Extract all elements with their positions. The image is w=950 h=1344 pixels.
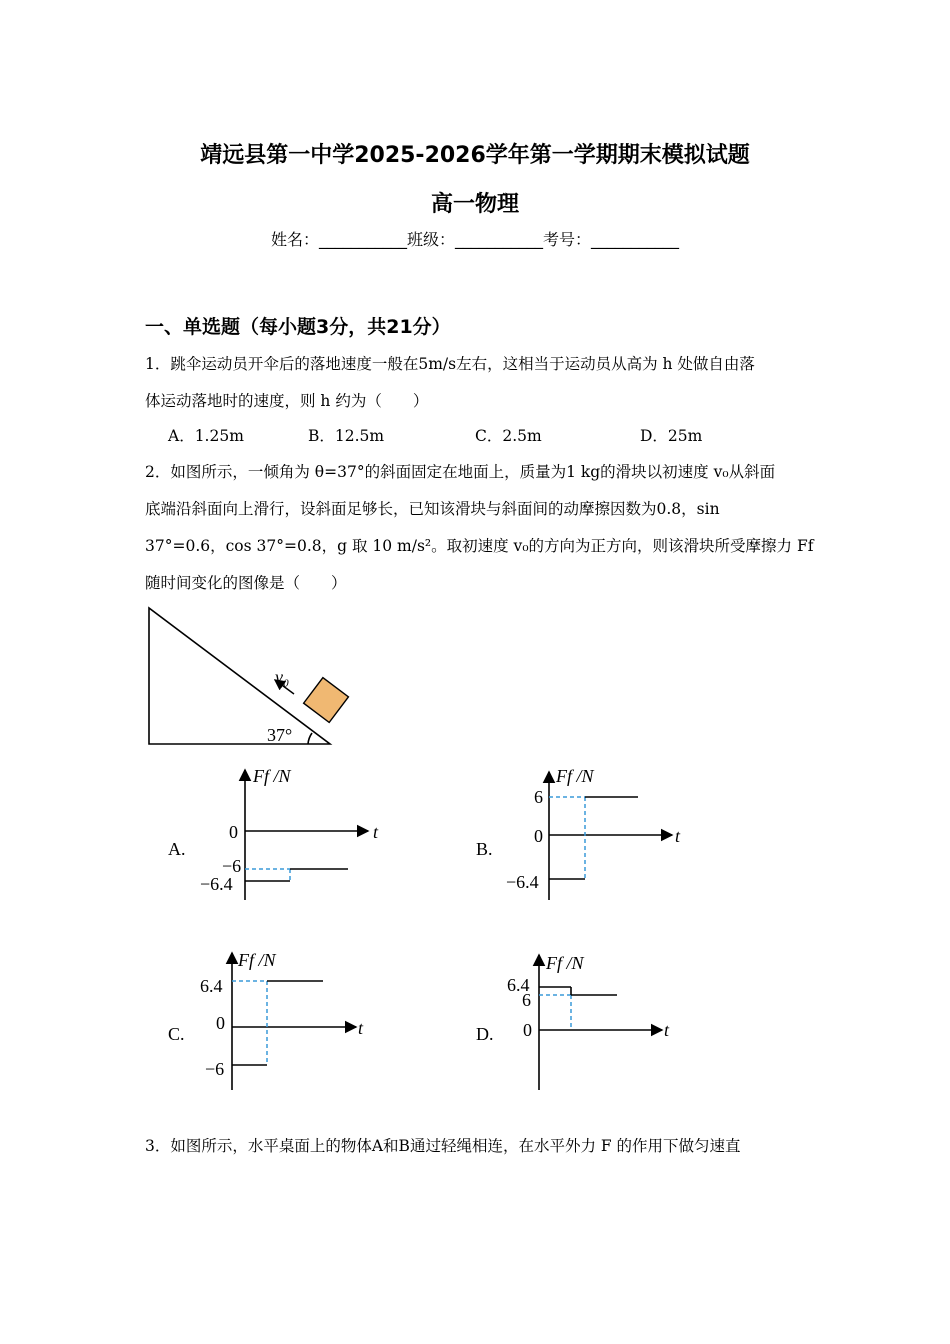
graph-a-xlabel: t (373, 822, 379, 842)
graph-a-zero: 0 (229, 822, 238, 842)
graph-a (168, 766, 379, 900)
graph-b-ylabel: Ff /N (556, 766, 594, 786)
student-info-line: 姓名：___________班级：___________考号：___________ (270, 230, 679, 249)
graph-b-tick: 6 (534, 787, 543, 807)
graph-d-tick: 6.4 (507, 975, 530, 995)
graph-d-ylabel: Ff /N (546, 953, 584, 973)
graph-a-ylabel: Ff /N (253, 766, 291, 786)
graph-c-xlabel: t (358, 1018, 364, 1038)
q1-option-c: C．2.5m (475, 427, 542, 445)
graph-d-xlabel: t (664, 1020, 670, 1040)
slider-block (304, 678, 349, 723)
q2-text-2: 底端沿斜面向上滑行，设斜面足够长，已知该滑块与斜面间的动摩擦因数为0.8，sin (145, 500, 720, 518)
velocity-label: v₀ (275, 667, 290, 687)
graph-d (476, 953, 670, 1090)
graph-c-ylabel: Ff /N (238, 950, 276, 970)
graph-b-zero: 0 (534, 826, 543, 846)
q1-text-1: 1．跳伞运动员开伞后的落地速度一般在5m/s左右，这相当于运动员从高为 h 处做自由落 (145, 355, 755, 373)
graph-a-tick: −6 (222, 856, 242, 876)
graph-d-tick: 6 (522, 990, 531, 1010)
graph-b-label: B. (476, 839, 493, 859)
graph-b-tick: −6.4 (506, 872, 539, 892)
exam-title: 靖远县第一中学2025-2026学年第一学期期末模拟试题 (200, 143, 750, 168)
graph-c-tick: −6 (205, 1059, 225, 1079)
q1-option-a: A．1.25m (168, 427, 244, 445)
graph-c (168, 950, 364, 1090)
graph-c-label: C. (168, 1024, 185, 1044)
graph-d-zero: 0 (523, 1020, 532, 1040)
graph-c-zero: 0 (216, 1013, 225, 1033)
subject-title: 高一物理 (430, 192, 519, 217)
angle-label: 37° (267, 725, 293, 745)
graph-b (476, 766, 681, 900)
q1-option-d: D．25m (640, 427, 703, 445)
q2-text-3: 37°=0.6，cos 37°=0.8，g 取 10 m/s²。取初速度 v₀的方向为正方向，则该滑块所受摩擦力 Ff (145, 537, 814, 555)
graph-d-label: D. (476, 1024, 494, 1044)
q1-text-2: 体运动落地时的速度，则 h 约为（ ） (145, 392, 429, 410)
incline-diagram (149, 608, 348, 745)
q2-text-4: 随时间变化的图像是（ ） (145, 574, 347, 592)
q3-text-1: 3．如图所示，水平桌面上的物体A和B通过轻绳相连，在水平外力 F 的作用下做匀速直 (145, 1137, 741, 1155)
graph-a-tick: −6.4 (200, 874, 233, 894)
q2-text-1: 2．如图所示，一倾角为 θ=37°的斜面固定在地面上，质量为1 kg的滑块以初速度 v₀从斜面 (145, 463, 776, 481)
graph-b-xlabel: t (675, 826, 681, 846)
section-title: 一、单选题（每小题3分，共21分） (145, 316, 451, 338)
graph-a-label: A. (168, 839, 186, 859)
graph-c-tick: 6.4 (200, 976, 223, 996)
q1-option-b: B．12.5m (308, 427, 385, 445)
